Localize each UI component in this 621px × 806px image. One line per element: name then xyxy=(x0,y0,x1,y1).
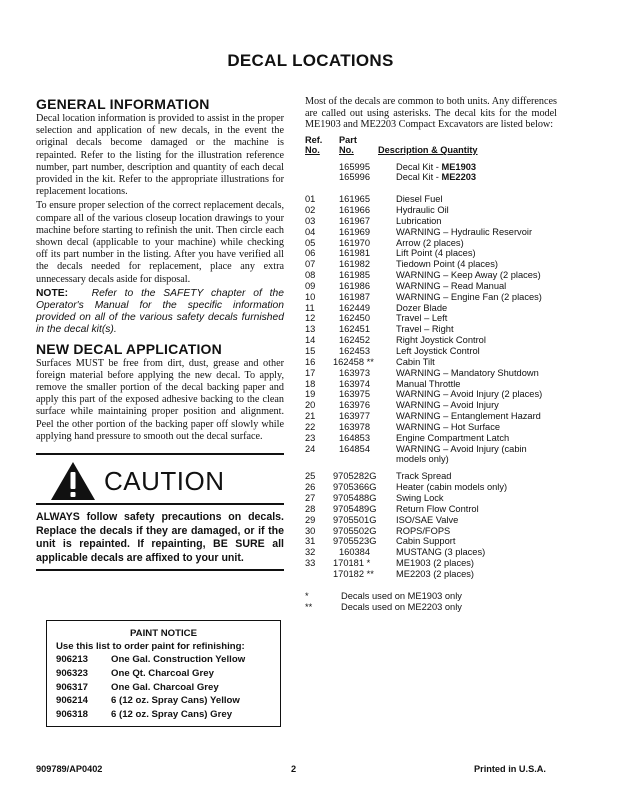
decal-row xyxy=(305,205,557,216)
decal-description: Cabin Support xyxy=(396,536,456,547)
decal-row xyxy=(305,493,557,504)
decal-part-number: 164853 xyxy=(339,432,371,443)
decal-part-number: 9705488G xyxy=(333,492,377,503)
decal-row xyxy=(305,379,557,390)
decal-description: WARNING – Engine Fan (2 places) xyxy=(396,291,542,302)
decal-part-number: 161985 xyxy=(339,270,371,281)
decal-description: ROPS/FOPS xyxy=(396,525,451,536)
decal-row xyxy=(305,303,557,314)
decal-row xyxy=(305,444,557,466)
decal-ref-number: 21 xyxy=(305,411,316,422)
decal-description: Arrow (2 places) xyxy=(396,237,464,248)
decal-ref-number: 18 xyxy=(305,378,316,389)
decal-description: Dozer Blade xyxy=(396,302,448,313)
decal-ref-number: 13 xyxy=(305,324,316,335)
decal-part-number: 161969 xyxy=(339,226,371,237)
paint-notice-subtitle: Use this list to order paint for refinishing: xyxy=(56,641,245,652)
decal-row xyxy=(305,547,557,558)
kit-description xyxy=(396,172,476,183)
printed-in: Printed in U.S.A. xyxy=(474,764,546,774)
decal-row xyxy=(305,346,557,357)
decal-row xyxy=(305,471,557,482)
paint-notice-box xyxy=(46,620,281,727)
decal-part-number: 164854 xyxy=(339,443,371,454)
warning-triangle-icon xyxy=(50,461,96,501)
decal-row xyxy=(305,482,557,493)
decal-part-number: 161982 xyxy=(339,259,371,270)
decal-ref-number: 17 xyxy=(305,367,316,378)
document-number: 909789/AP0402 xyxy=(36,764,103,774)
decal-ref-number: 05 xyxy=(305,237,316,248)
decal-ref-number: 20 xyxy=(305,400,316,411)
decal-row xyxy=(305,227,557,238)
decal-ref-number: 12 xyxy=(305,313,316,324)
new-decal-heading: NEW DECAL APPLICATION xyxy=(36,340,222,357)
decal-ref-number: 27 xyxy=(305,492,316,503)
decal-description: Heater (cabin models only) xyxy=(396,482,508,493)
decal-ref-number: 25 xyxy=(305,471,316,482)
decal-description: ME2203 (2 places) xyxy=(396,568,475,579)
decal-part-number: 9705366G xyxy=(333,482,377,493)
footnotes xyxy=(305,591,557,613)
kit-list xyxy=(305,162,557,184)
note-paragraph xyxy=(36,288,284,337)
header-ref: Ref. xyxy=(305,134,323,145)
decal-part-number: 161981 xyxy=(339,248,371,259)
decal-description: Manual Throttle xyxy=(396,378,461,389)
decal-description: MUSTANG (3 places) xyxy=(396,547,486,558)
paint-notice-title: PAINT NOTICE xyxy=(130,628,197,639)
decal-ref-number: 04 xyxy=(305,226,316,237)
kit-model: ME2203 xyxy=(441,172,477,183)
decal-part-number: 9705502G xyxy=(333,525,377,536)
decal-row xyxy=(305,357,557,368)
footnote-row xyxy=(305,602,557,613)
page-title: DECAL LOCATIONS xyxy=(227,51,394,70)
decal-row xyxy=(305,411,557,422)
header-ref-no: No. xyxy=(305,145,320,155)
decal-description: WARNING – Avoid Injury (cabin models only) xyxy=(396,443,527,465)
kit-row xyxy=(305,172,557,183)
footnote-row xyxy=(305,591,557,602)
caution-header xyxy=(36,459,284,505)
decal-part-number: 9705282G xyxy=(333,471,377,482)
decal-description: Hydraulic Oil xyxy=(396,205,449,216)
decal-ref-number: 22 xyxy=(305,421,316,432)
decal-ref-number: 01 xyxy=(305,194,316,205)
page-number: 2 xyxy=(291,764,297,774)
decal-description: Left Joystick Control xyxy=(396,346,480,356)
decal-ref-number: 09 xyxy=(305,280,316,291)
decal-description: Swing Lock xyxy=(396,492,444,503)
decal-list xyxy=(305,194,557,580)
decal-part-number: 170182 ** xyxy=(333,568,374,579)
decal-ref-number: 19 xyxy=(305,389,316,400)
header-part-no: No. xyxy=(339,145,354,155)
paint-list xyxy=(47,654,280,721)
decal-ref-number: 14 xyxy=(305,335,316,346)
decal-ref-number: 02 xyxy=(305,205,316,216)
decal-ref-number: 15 xyxy=(305,346,316,356)
paint-part-number: 906318 xyxy=(56,709,89,721)
decal-row xyxy=(305,281,557,292)
decal-row xyxy=(305,194,557,205)
decal-row xyxy=(305,313,557,324)
decal-description: Return Flow Control xyxy=(396,503,479,514)
decal-part-number: 9705523G xyxy=(333,536,377,547)
decal-row xyxy=(305,292,557,303)
decal-part-number: 160384 xyxy=(339,547,371,558)
new-decal-paragraph: Surfaces MUST be free from dirt, dust, grease and other foreign material before applying the new decal. To apply, remove the smaller portion of the decal backing paper and apply this part of the exposed adhesive backing to the clean surface while maintaining proper position and alignment. Peel the other portion of the backing paper off slowly while applying hand pressure to smooth out the decal surface. xyxy=(36,357,284,442)
decal-description: Cabin Tilt xyxy=(396,356,435,367)
decal-description: Engine Compartment Latch xyxy=(396,432,510,443)
paint-description: One Gal. Construction Yellow xyxy=(111,654,246,665)
decal-row xyxy=(305,324,557,335)
general-paragraph-1: Decal location information is provided to assist in the proper selection and application of new decals, in the event the original decals become damaged or the machine is repainted. Refer to the listing for the illustration reference number, part number, description and quantity of each decal provided in the kit. Refer to the appropriate illustrations for replacement locations. xyxy=(36,113,284,198)
decal-description: WARNING – Hydraulic Reservoir xyxy=(396,226,533,237)
decal-ref-number: 10 xyxy=(305,291,316,302)
paint-part-number: 906317 xyxy=(56,681,89,693)
decal-ref-number: 11 xyxy=(305,302,315,313)
decal-description: ME1903 (2 places) xyxy=(396,558,475,569)
decal-part-number: 161986 xyxy=(339,280,371,291)
general-paragraph-2: To ensure proper selection of the correct replacement decals, compare all of the various closeup location drawings to your machine before starting to refinish the unit. Then circle each shown decal (applicable to your machine) while checking off its part number in the listing. After you have verified all the decals needed for replacement, place any extra unnecessary decals aside for disposal. xyxy=(36,200,284,285)
decal-part-number: 162450 xyxy=(339,313,371,324)
decal-part-number: 163976 xyxy=(339,400,371,411)
header-description: Description & Quantity xyxy=(378,145,478,155)
paint-item xyxy=(56,682,280,694)
decal-description: Travel – Left xyxy=(396,313,448,324)
decal-row xyxy=(305,536,557,547)
decal-part-number: 162449 xyxy=(339,302,371,313)
decal-description: Travel – Right xyxy=(396,324,454,335)
decal-ref-number: 23 xyxy=(305,432,316,443)
decal-ref-number: 07 xyxy=(305,259,316,270)
decal-row xyxy=(305,569,557,580)
decal-part-number: 163975 xyxy=(339,389,371,400)
decal-part-number: 9705489G xyxy=(333,503,377,514)
paint-description: One Gal. Charcoal Grey xyxy=(111,681,219,693)
decal-list-header xyxy=(305,135,557,156)
footnote-text: Decals used on ME1903 only xyxy=(341,590,462,601)
decal-part-number: 163978 xyxy=(339,421,371,432)
footnote-mark: * xyxy=(305,590,309,601)
paint-part-number: 906323 xyxy=(56,667,89,679)
paint-item xyxy=(56,654,280,666)
decal-description: WARNING – Avoid Injury (2 places) xyxy=(396,389,543,400)
decal-description: WARNING – Read Manual xyxy=(396,280,507,291)
caution-word: CAUTION xyxy=(104,465,225,496)
note-text: Refer to the SAFETY chapter of the Operator's Manual for the specific information provided on all of the various safety decals furnished in the decal kit(s). xyxy=(36,287,284,336)
paint-description: 6 (12 oz. Spray Cans) Yellow xyxy=(111,695,240,707)
decal-description: Lift Point (4 places) xyxy=(396,248,476,259)
decal-description: Lubrication xyxy=(396,215,442,226)
paint-part-number: 906214 xyxy=(56,695,89,707)
kit-description xyxy=(396,162,476,173)
kit-model: ME1903 xyxy=(441,161,477,172)
general-information-heading: GENERAL INFORMATION xyxy=(36,96,210,112)
decal-part-number: 161970 xyxy=(339,237,371,248)
decal-part-number: 161966 xyxy=(339,205,371,216)
decal-description: Diesel Fuel xyxy=(396,194,443,205)
right-column xyxy=(305,96,557,613)
paint-description: 6 (12 oz. Spray Cans) Grey xyxy=(111,709,233,721)
decal-part-number: 163977 xyxy=(339,411,371,422)
kit-prefix: Decal Kit - xyxy=(396,161,442,172)
decal-part-number: 163974 xyxy=(339,378,371,389)
note-label: NOTE: xyxy=(36,287,69,299)
kit-row xyxy=(305,162,557,173)
decal-part-number: 162452 xyxy=(339,335,371,346)
decal-ref-number: 31 xyxy=(305,536,316,547)
decal-ref-number: 28 xyxy=(305,503,316,514)
decal-ref-number: 26 xyxy=(305,482,316,493)
decal-part-number: 161987 xyxy=(339,291,371,302)
decal-ref-number: 30 xyxy=(305,525,316,536)
footnote-text: Decals used on ME2203 only xyxy=(341,601,462,612)
decal-description: Track Spread xyxy=(396,471,452,482)
decal-part-number: 162451 xyxy=(339,324,371,335)
kit-part-number: 165995 xyxy=(339,161,371,172)
decal-part-number: 162453 xyxy=(339,346,371,356)
decal-description: WARNING – Keep Away (2 places) xyxy=(396,270,541,281)
decal-row xyxy=(305,558,557,569)
decal-description: WARNING – Mandatory Shutdown xyxy=(396,367,539,378)
paint-item xyxy=(56,668,280,680)
decal-description: WARNING – Entanglement Hazard xyxy=(396,411,541,422)
kit-part-number: 165996 xyxy=(339,172,371,183)
decal-row xyxy=(305,259,557,270)
decal-row xyxy=(305,504,557,515)
caution-box xyxy=(36,453,284,571)
decal-row xyxy=(305,248,557,259)
decal-part-number: 162458 ** xyxy=(333,356,374,367)
decal-description: ISO/SAE Valve xyxy=(396,514,459,525)
decal-ref-number: 03 xyxy=(305,215,316,226)
decal-row xyxy=(305,400,557,411)
decal-list-intro: Most of the decals are common to both units. Any differences are called out using asterisks. The decal kits for the model ME1903 and ME2203 Compact Excavators are listed below: xyxy=(305,96,557,130)
header-part: Part xyxy=(339,134,357,145)
left-column xyxy=(36,96,284,571)
decal-ref-number: 32 xyxy=(305,547,316,558)
decal-part-number: 163973 xyxy=(339,367,371,378)
decal-ref-number: 29 xyxy=(305,514,316,525)
decal-part-number: 170181 * xyxy=(333,558,371,569)
decal-row xyxy=(305,422,557,433)
decal-ref-number: 08 xyxy=(305,270,316,281)
decal-row xyxy=(305,433,557,444)
decal-row xyxy=(305,238,557,249)
decal-description: WARNING – Hot Surface xyxy=(396,421,501,432)
caution-text: ALWAYS follow safety precautions on decals. Replace the decals if they are damaged, or if the unit is repainted. If repainting, BE SURE all applicable decals are affixed to your unit. xyxy=(36,511,284,564)
kit-prefix: Decal Kit - xyxy=(396,172,442,183)
decal-part-number: 161967 xyxy=(339,215,371,226)
decal-row xyxy=(305,270,557,281)
decal-ref-number: 33 xyxy=(305,558,316,569)
decal-row xyxy=(305,515,557,526)
paint-part-number: 906213 xyxy=(56,654,89,665)
decal-row xyxy=(305,389,557,400)
decal-row xyxy=(305,526,557,537)
decal-description: WARNING – Avoid Injury xyxy=(396,400,499,411)
decal-row xyxy=(305,216,557,227)
decal-ref-number: 24 xyxy=(305,443,316,454)
decal-part-number: 9705501G xyxy=(333,514,377,525)
paint-item xyxy=(56,709,280,721)
decal-description: Right Joystick Control xyxy=(396,335,486,346)
decal-row xyxy=(305,335,557,346)
paint-description: One Qt. Charcoal Grey xyxy=(111,667,214,679)
decal-row xyxy=(305,368,557,379)
paint-item xyxy=(56,695,280,707)
decal-part-number: 161965 xyxy=(339,194,371,205)
decal-ref-number: 16 xyxy=(305,356,316,367)
decal-ref-number: 06 xyxy=(305,248,316,259)
footnote-mark: ** xyxy=(305,601,313,612)
decal-description: Tiedown Point (4 places) xyxy=(396,259,498,270)
